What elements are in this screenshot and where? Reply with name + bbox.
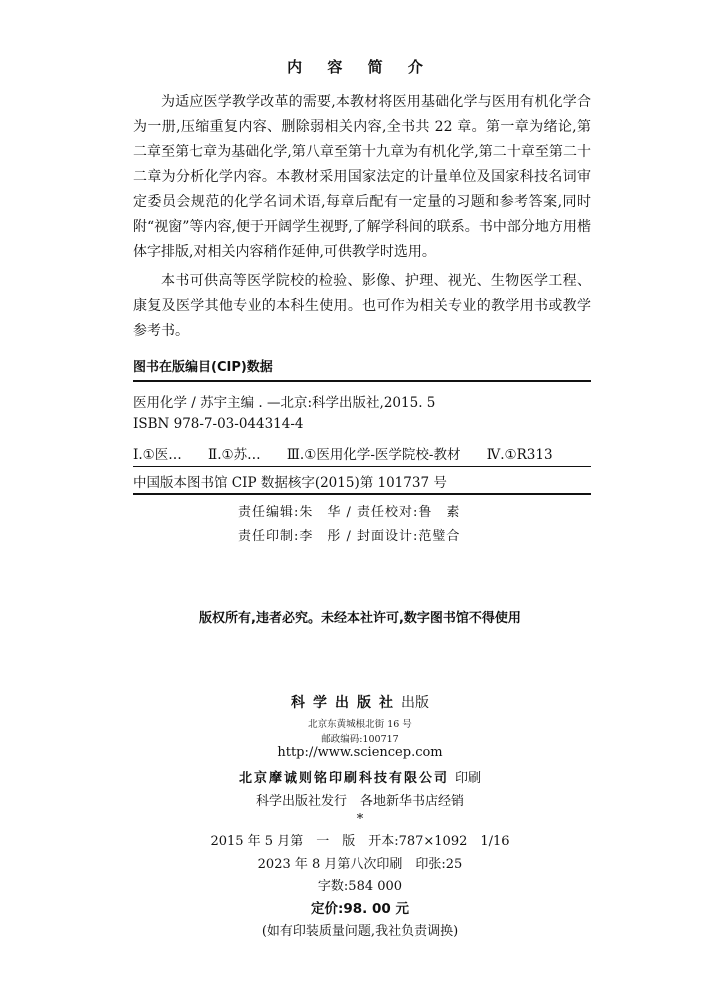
quality-note: (如有印装质量问题,我社负责调换) <box>261 924 459 939</box>
staff-line-1: 责任编辑:朱 华 / 责任校对:鲁 素 <box>238 505 461 520</box>
summary-text <box>133 90 591 344</box>
price: 定价:98. 00 元 <box>310 901 409 917</box>
publisher-postcode: 邮政编码:100717 <box>321 734 399 745</box>
cip-classification <box>133 443 591 463</box>
cip-top-rule <box>133 380 591 382</box>
edition-reprint: 2023 年 8 月第八次印刷 印张:25 <box>257 857 463 872</box>
printer-line <box>0 767 720 786</box>
cip-bottom-rule <box>133 493 591 495</box>
cip-heading: 图书在版编目(CIP)数据 <box>133 360 273 375</box>
publisher-name: 科学出版社 <box>291 695 401 711</box>
distribution-line: 科学出版社发行 各地新华书店经销 <box>255 794 464 809</box>
summary-paragraph-2: 本书可供高等医学院校的检验、影像、护理、视光、生物医学工程、康复及医学其他专业的本科生使用。也可作为相关专业的教学用书或教学参考书。 <box>133 273 591 339</box>
copyright-notice: 版权所有,违者必究。未经本社许可,数字图书馆不得使用 <box>199 611 521 626</box>
cip-isbn: ISBN 978-7-03-044314-4 <box>133 416 304 432</box>
cip-mid-rule <box>133 466 591 467</box>
cip-record: 中国版本图书馆 CIP 数据核字(2015)第 101737 号 <box>133 475 447 491</box>
printer-suffix: 印刷 <box>455 771 482 786</box>
cip-class-2: Ⅱ.①苏… <box>208 447 261 463</box>
cip-class-3: Ⅲ.①医用化学-医学院校-教材 <box>286 447 461 463</box>
printer-name: 北京摩诚则铭印刷科技有限公司 <box>238 771 449 786</box>
staff-line-2: 责任印制:李 彤 / 封面设计:范璧合 <box>238 529 461 544</box>
page-title: 内 容 简 介 <box>287 58 433 76</box>
publisher-url: http://www.sciencep.com <box>277 745 443 760</box>
publisher-suffix: 出版 <box>401 695 429 711</box>
cip-class-4: Ⅳ.①R313 <box>486 447 553 463</box>
cip-book-line: 医用化学 / 苏宇主编 . —北京:科学出版社,2015. 5 <box>133 395 436 411</box>
cip-class-1: Ⅰ.①医… <box>133 447 182 463</box>
publisher-line <box>0 692 720 712</box>
edition-first: 2015 年 5 月第 一 版 开本:787×1092 1/16 <box>210 834 510 849</box>
summary-paragraph-1: 为适应医学教学改革的需要,本教材将医用基础化学与医用有机化学合为一册,压缩重复内容、删除弱相关内容,全书共 22 章。第一章为绪论,第二章至第七章为基础化学,第八章至第十九章为有机化学,第二十章至第二十二章为分析化学内容。本教材采用国家法定的计量单位及国家科技名词审定委员会规范的化学名词术语,每章后配有一定量的习题和参考答案,同时附“视窗”等内容,便于开阔学生视野,了解学科间的联系。书中部分地方用楷体字排版,对相关内容稍作延伸,可供教学时选用。 <box>133 94 591 260</box>
publisher-address: 北京东黄城根北街 16 号 <box>308 719 412 730</box>
word-count: 字数:584 000 <box>317 879 403 894</box>
separator: * <box>356 812 364 827</box>
